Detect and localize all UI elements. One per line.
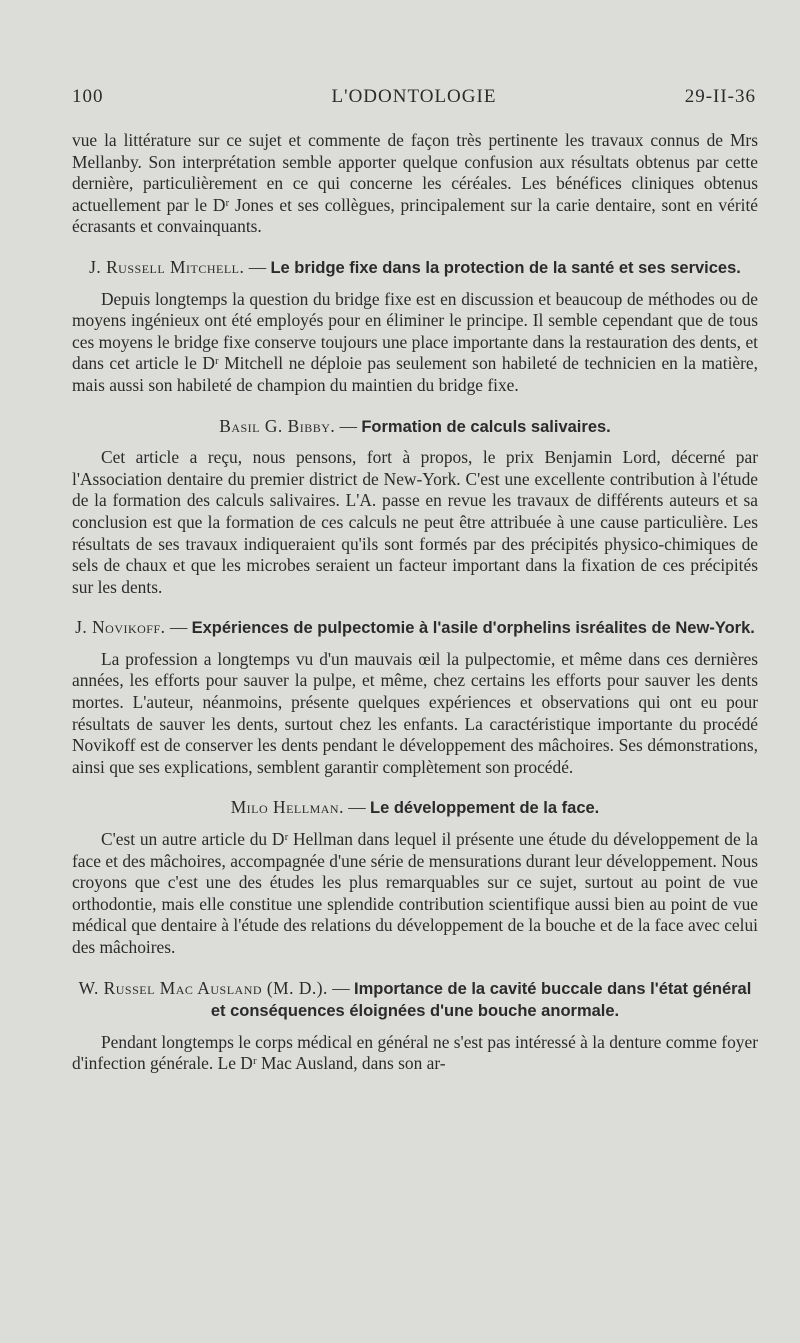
intro-paragraph: vue la littérature sur ce sujet et commente de façon très pertinente les travaux connus de Mrs Mellanby. Son interprétation semble apporter quelque confusion aux résultats obtenus par cette dernière, particulièrement en ce qui concerne les céréales. Les bénéfices cliniques obtenus actuellement par le Dʳ Jones et ses collègues, principalement sur la carie dentaire, sont en vérité écrasants et convainquants. <box>72 130 758 237</box>
article-author: Milo Hellman. <box>230 797 344 818</box>
issue-date: 29-II-36 <box>684 86 756 107</box>
article-title: Formation de calculs salivaires. <box>361 417 611 436</box>
article-author: J. Novikoff. <box>75 617 166 638</box>
journal-title: L'ODONTOLOGIE <box>331 86 497 107</box>
article-title: Le développement de la face. <box>370 799 600 818</box>
article-title: Importance de la cavité buccale dans l'état général et conséquences éloignées d'une bouche anormale. <box>210 979 752 1021</box>
page-number: 100 <box>72 86 104 107</box>
article-heading: W. Russel Mac Ausland (M. D.). — Importance de la cavité buccale dans l'état général et conséquences éloignées d'une bouche anormale. <box>78 977 752 1021</box>
article-author: J. Russell Mitchell. <box>89 256 245 277</box>
article-body: C'est un autre article du Dʳ Hellman dans lequel il présente une étude du développement de la face et des mâchoires, accompagnée d'une série de mensurations durant leur développement. Nous croyons que c'est une des études les plus remarquables sur ce sujet, surtout au point de vue orthodontie, mais elle constitue une splendide contribution scientifique aussi bien au point de vue médical que dentaire à l'étude des relations du développement de la bouche et de la face avec celui des mâchoires. <box>72 829 758 957</box>
article-heading: J. Russell Mitchell. — Le bridge fixe dans la protection de la santé et ses services. <box>89 256 741 277</box>
article-body: Depuis longtemps la question du bridge fixe est en discussion et beaucoup de méthodes ou de moyens ingénieux ont été employés pour en éliminer le principe. Il semble cependant que de tous ces moyens le bridge fixe conserve toujours une place importante dans la restauration des dents, et dans cet article le Dʳ Mitchell ne déploie pas seulement son habileté de technicien en la matière, mais aussi son habileté de champion du maintien du bridge fixe. <box>72 288 758 395</box>
article-heading: J. Novikoff. — Expériences de pulpectomie à l'asile d'orphelins isréalites de New-York. <box>75 617 755 638</box>
article-author: Basil G. Bibby. <box>219 415 336 436</box>
article-title: Le bridge fixe dans la protection de la santé et ses services. <box>270 258 741 277</box>
article-heading: Milo Hellman. — Le développement de la face. <box>230 797 600 818</box>
article-author: W. Russel Mac Ausland (M. D.). <box>78 977 328 998</box>
article-body: Cet article a reçu, nous pensons, fort à propos, le prix Benjamin Lord, décerné par l'Association dentaire du premier district de New-York. C'est une excellente contribution à l'étude de la formation des calculs salivaires. L'A. passe en revue les travaux de différents auteurs et sa conclusion est que la formation de ces calculs ne peut être attribuée à une cause particulière. Les résultats de ses travaux indiqueraient qu'ils sont formés par des précipités physico-chimiques de sels de chaux et que les microbes seraient un facteur important dans la fixation de ces précipités sur les dents. <box>72 447 758 597</box>
article-body: La profession a longtemps vu d'un mauvais œil la pulpectomie, et même dans ces dernières années, les efforts pour sauver la pulpe, et même, chez certains les efforts pour sauver les dents mortes. L'auteur, néanmoins, présente quelques expériences et observations qui ont eu pour résultats de sauver les dents, surtout chez les enfants. La caractéristique importante du procédé Novikoff est de conserver les dents pendant le développement des mâchoires. Ses démonstrations, ainsi que ses explications, semblent garantir complètement son procédé. <box>72 648 758 777</box>
running-header <box>72 86 756 116</box>
article-title: Expériences de pulpectomie à l'asile d'orphelins isréalites de New-York. <box>191 619 755 638</box>
article-body: Pendant longtemps le corps médical en général ne s'est pas intéressé à la denture comme foyer d'infection générale. Le Dʳ Mac Ausland, dans son ar- <box>72 1031 758 1074</box>
page-body <box>72 130 758 1075</box>
article-heading: Basil G. Bibby. — Formation de calculs salivaires. <box>219 415 611 436</box>
